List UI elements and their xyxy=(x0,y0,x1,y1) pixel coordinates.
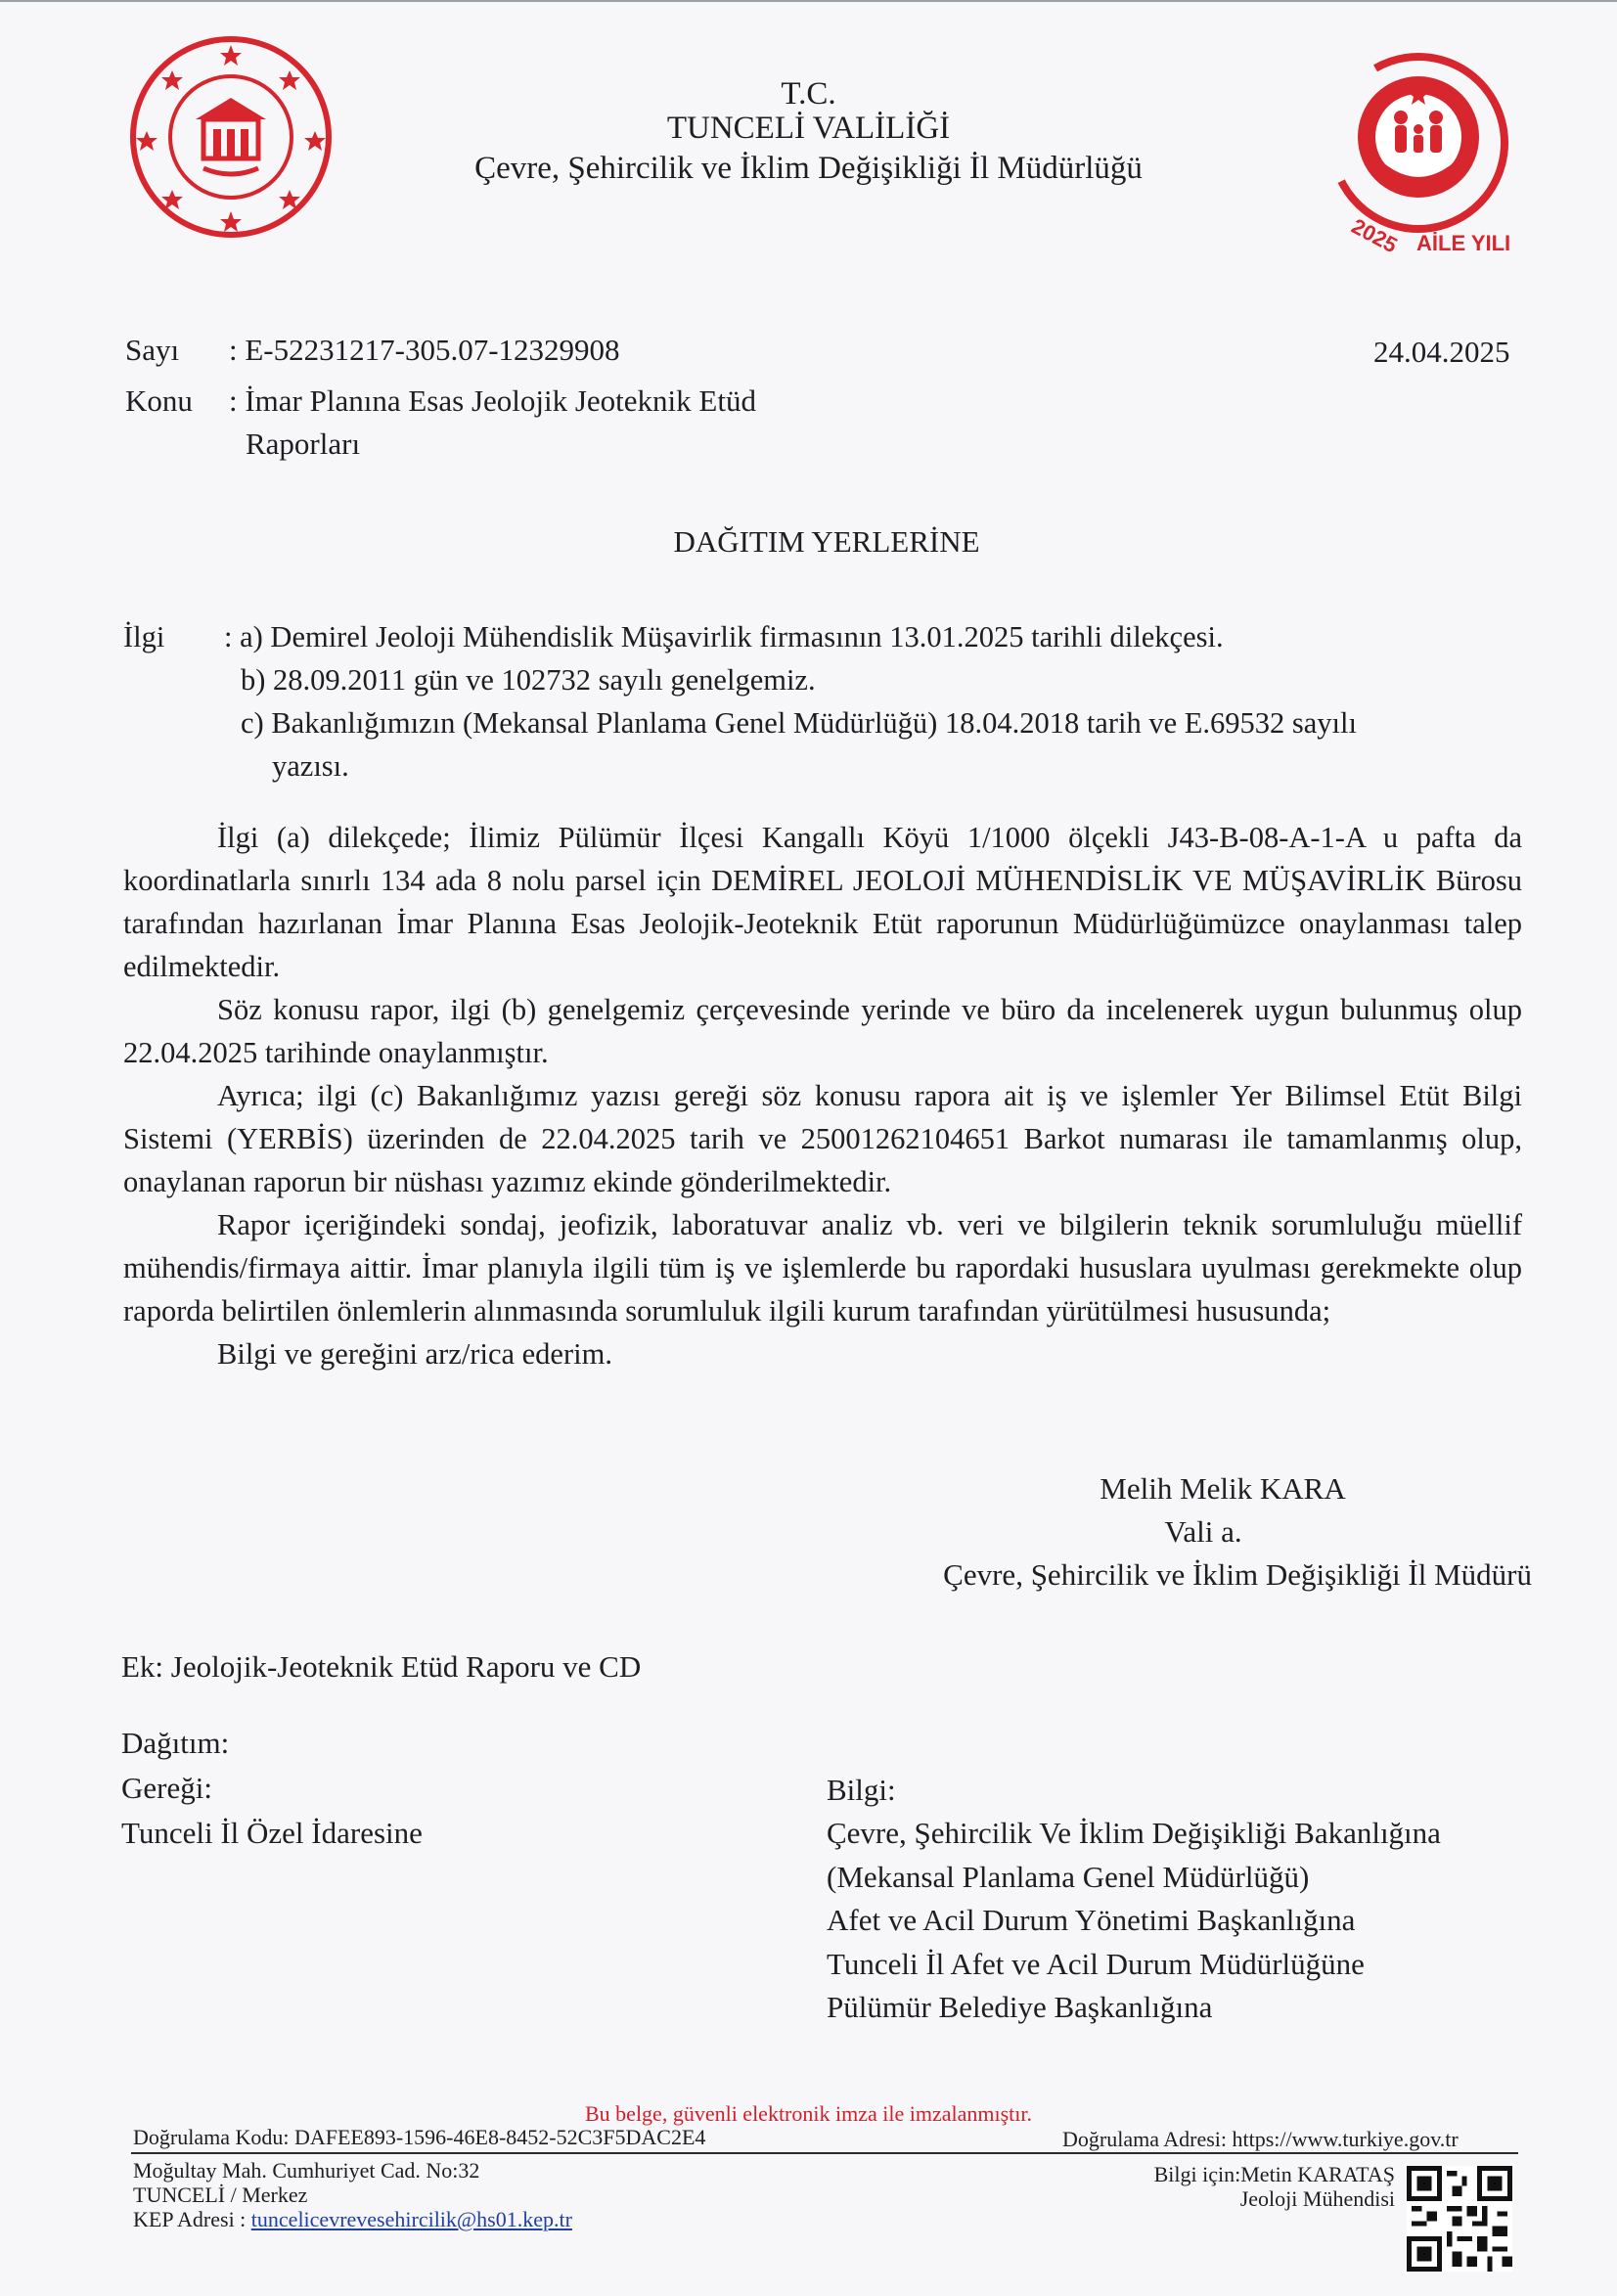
signatory-name: Melih Melik KARA xyxy=(1100,1471,1346,1506)
esign-notice: Bu belge, güvenli elektronik imza ile imzalanmıştır. xyxy=(585,2101,1032,2126)
body-paragraph-5: Bilgi ve gereğini arz/rica ederim. xyxy=(217,1337,612,1371)
konu-label: Konu xyxy=(125,383,193,418)
ilgi-label: İlgi xyxy=(123,620,165,653)
bilgi-list xyxy=(827,1812,1441,2030)
header-tc: T.C. xyxy=(781,76,836,112)
bilgi-label: Bilgi: xyxy=(827,1773,896,1807)
svg-text:AİLE YILI: AİLE YILI xyxy=(1416,231,1511,255)
info-person: Bilgi için:Metin KARATAŞ xyxy=(1153,2162,1395,2186)
ilgi-item-c: c) Bakanlığımızın (Mekansal Planlama Genel Müdürlüğü) 18.04.2018 tarih ve E.69532 sayılı xyxy=(241,706,1357,740)
header-directorate: Çevre, Şehircilik ve İklim Değişikliği İl Müdürlüğü xyxy=(474,151,1143,186)
ilgi-item-b: b) 28.09.2011 gün ve 102732 sayılı genelgemiz. xyxy=(241,663,816,697)
konu-value-cont: Raporları xyxy=(246,427,361,461)
geregi-item: Tunceli İl Özel İdaresine xyxy=(121,1816,423,1850)
bilgi-item: Tunceli İl Afet ve Acil Durum Müdürlüğüne xyxy=(827,1946,1365,1981)
bilgi-item: Afet ve Acil Durum Yönetimi Başkanlığına xyxy=(827,1903,1356,1937)
body-paragraph-4: Rapor içeriğindeki sondaj, jeofizik, laboratuvar analiz vb. veri ve bilgilerin teknik sorumluluğu müellif mühendis/firmaya aittir. İmar planıyla ilgili tüm iş ve işlemlerde bu rapordaki hususlara uyulması gerekmekte olup raporda belirtilen önlemlerin alınmasında sorumluluk ilgili kurum tarafından yürütülmesi hususunda; xyxy=(123,1208,1522,1328)
svg-text:2025: 2025 xyxy=(1347,213,1402,258)
ilgi-item-c-cont: yazısı. xyxy=(272,749,349,783)
scan-top-edge xyxy=(0,0,1617,2)
verification-code: Doğrulama Kodu: DAFEE893-1596-46E8-8452-52C3F5DAC2E4 xyxy=(133,2125,706,2149)
sayi-label: Sayı xyxy=(125,333,180,367)
verification-address: Doğrulama Adresi: https://www.turkiye.gov.tr xyxy=(1062,2127,1459,2151)
geregi-label: Gereği: xyxy=(121,1771,212,1805)
footer-divider xyxy=(131,2152,1518,2154)
bilgi-item: Çevre, Şehircilik Ve İklim Değişikliği Bakanlığına xyxy=(827,1816,1441,1850)
kep-label: KEP Adresi : xyxy=(133,2207,251,2231)
bilgi-item: Pülümür Belediye Başkanlığına xyxy=(827,1990,1213,2024)
body-paragraph-2: Söz konusu rapor, ilgi (b) genelgemiz çerçevesinde yerinde ve büro da incelenerek uygun bulunmuş olup 22.04.2025 tarihinde onaylanmıştır. xyxy=(123,993,1522,1069)
addressee-title: DAĞITIM YERLERİNE xyxy=(673,524,980,559)
letter-body xyxy=(123,816,1522,1375)
body-paragraph-3: Ayrıca; ilgi (c) Bakanlığımız yazısı gereği söz konusu rapora ait iş ve işlemler Yer Bilimsel Etüt Bilgi Sistemi (YERBİS) üzerinden de 22.04.2025 tarih ve 25001262104651 Barkot numarası ile tamamlanmış olup, onaylanan raporun bir nüshası yazımız ekinde gönderilmektedir. xyxy=(123,1079,1522,1198)
sayi-value: : E-52231217-305.07-12329908 xyxy=(229,333,620,367)
attachment-line: Ek: Jeolojik-Jeoteknik Etüd Raporu ve CD xyxy=(121,1649,642,1684)
qr-code-icon[interactable] xyxy=(1407,2166,1512,2272)
address-line-1: Moğultay Mah. Cumhuriyet Cad. No:32 xyxy=(133,2158,480,2183)
signatory-title-2: Çevre, Şehircilik ve İklim Değişikliği İl Müdürü xyxy=(943,1557,1532,1592)
kep-link[interactable]: tuncelicevrevesehircilik@hs01.kep.tr xyxy=(250,2207,572,2231)
kep-address xyxy=(133,2207,572,2232)
signatory-title-1: Vali a. xyxy=(1164,1514,1242,1549)
body-paragraph-1: İlgi (a) dilekçede; İlimiz Pülümür İlçesi Kangallı Köyü 1/1000 ölçekli J43-B-08-A-1-A u pafta da koordinatlarla sınırlı 134 ada 8 nolu parsel için DEMİREL JEOLOJİ MÜHENDİSLİK VE MÜŞAVİRLİK Bürosu tarafından hazırlanan İmar Planına Esas Jeolojik-Jeoteknik Etüt raporunun Müdürlüğümüzce onaylanması talep edilmektedir. xyxy=(123,821,1522,983)
header-governorship: TUNCELİ VALİLİĞİ xyxy=(666,111,951,146)
bilgi-item: (Mekansal Planlama Genel Müdürlüğü) xyxy=(827,1859,1310,1894)
ilgi-item-a: : a) Demirel Jeoloji Mühendislik Müşavirlik firmasının 13.01.2025 tarihli dilekçesi. xyxy=(224,620,1224,653)
document-date: 24.04.2025 xyxy=(1373,335,1510,369)
info-title: Jeoloji Mühendisi xyxy=(1239,2186,1395,2211)
konu-value: : İmar Planına Esas Jeolojik Jeoteknik Etüd xyxy=(229,383,756,418)
distribution-label: Dağıtım: xyxy=(121,1726,230,1760)
address-line-2: TUNCELİ / Merkez xyxy=(133,2183,308,2207)
